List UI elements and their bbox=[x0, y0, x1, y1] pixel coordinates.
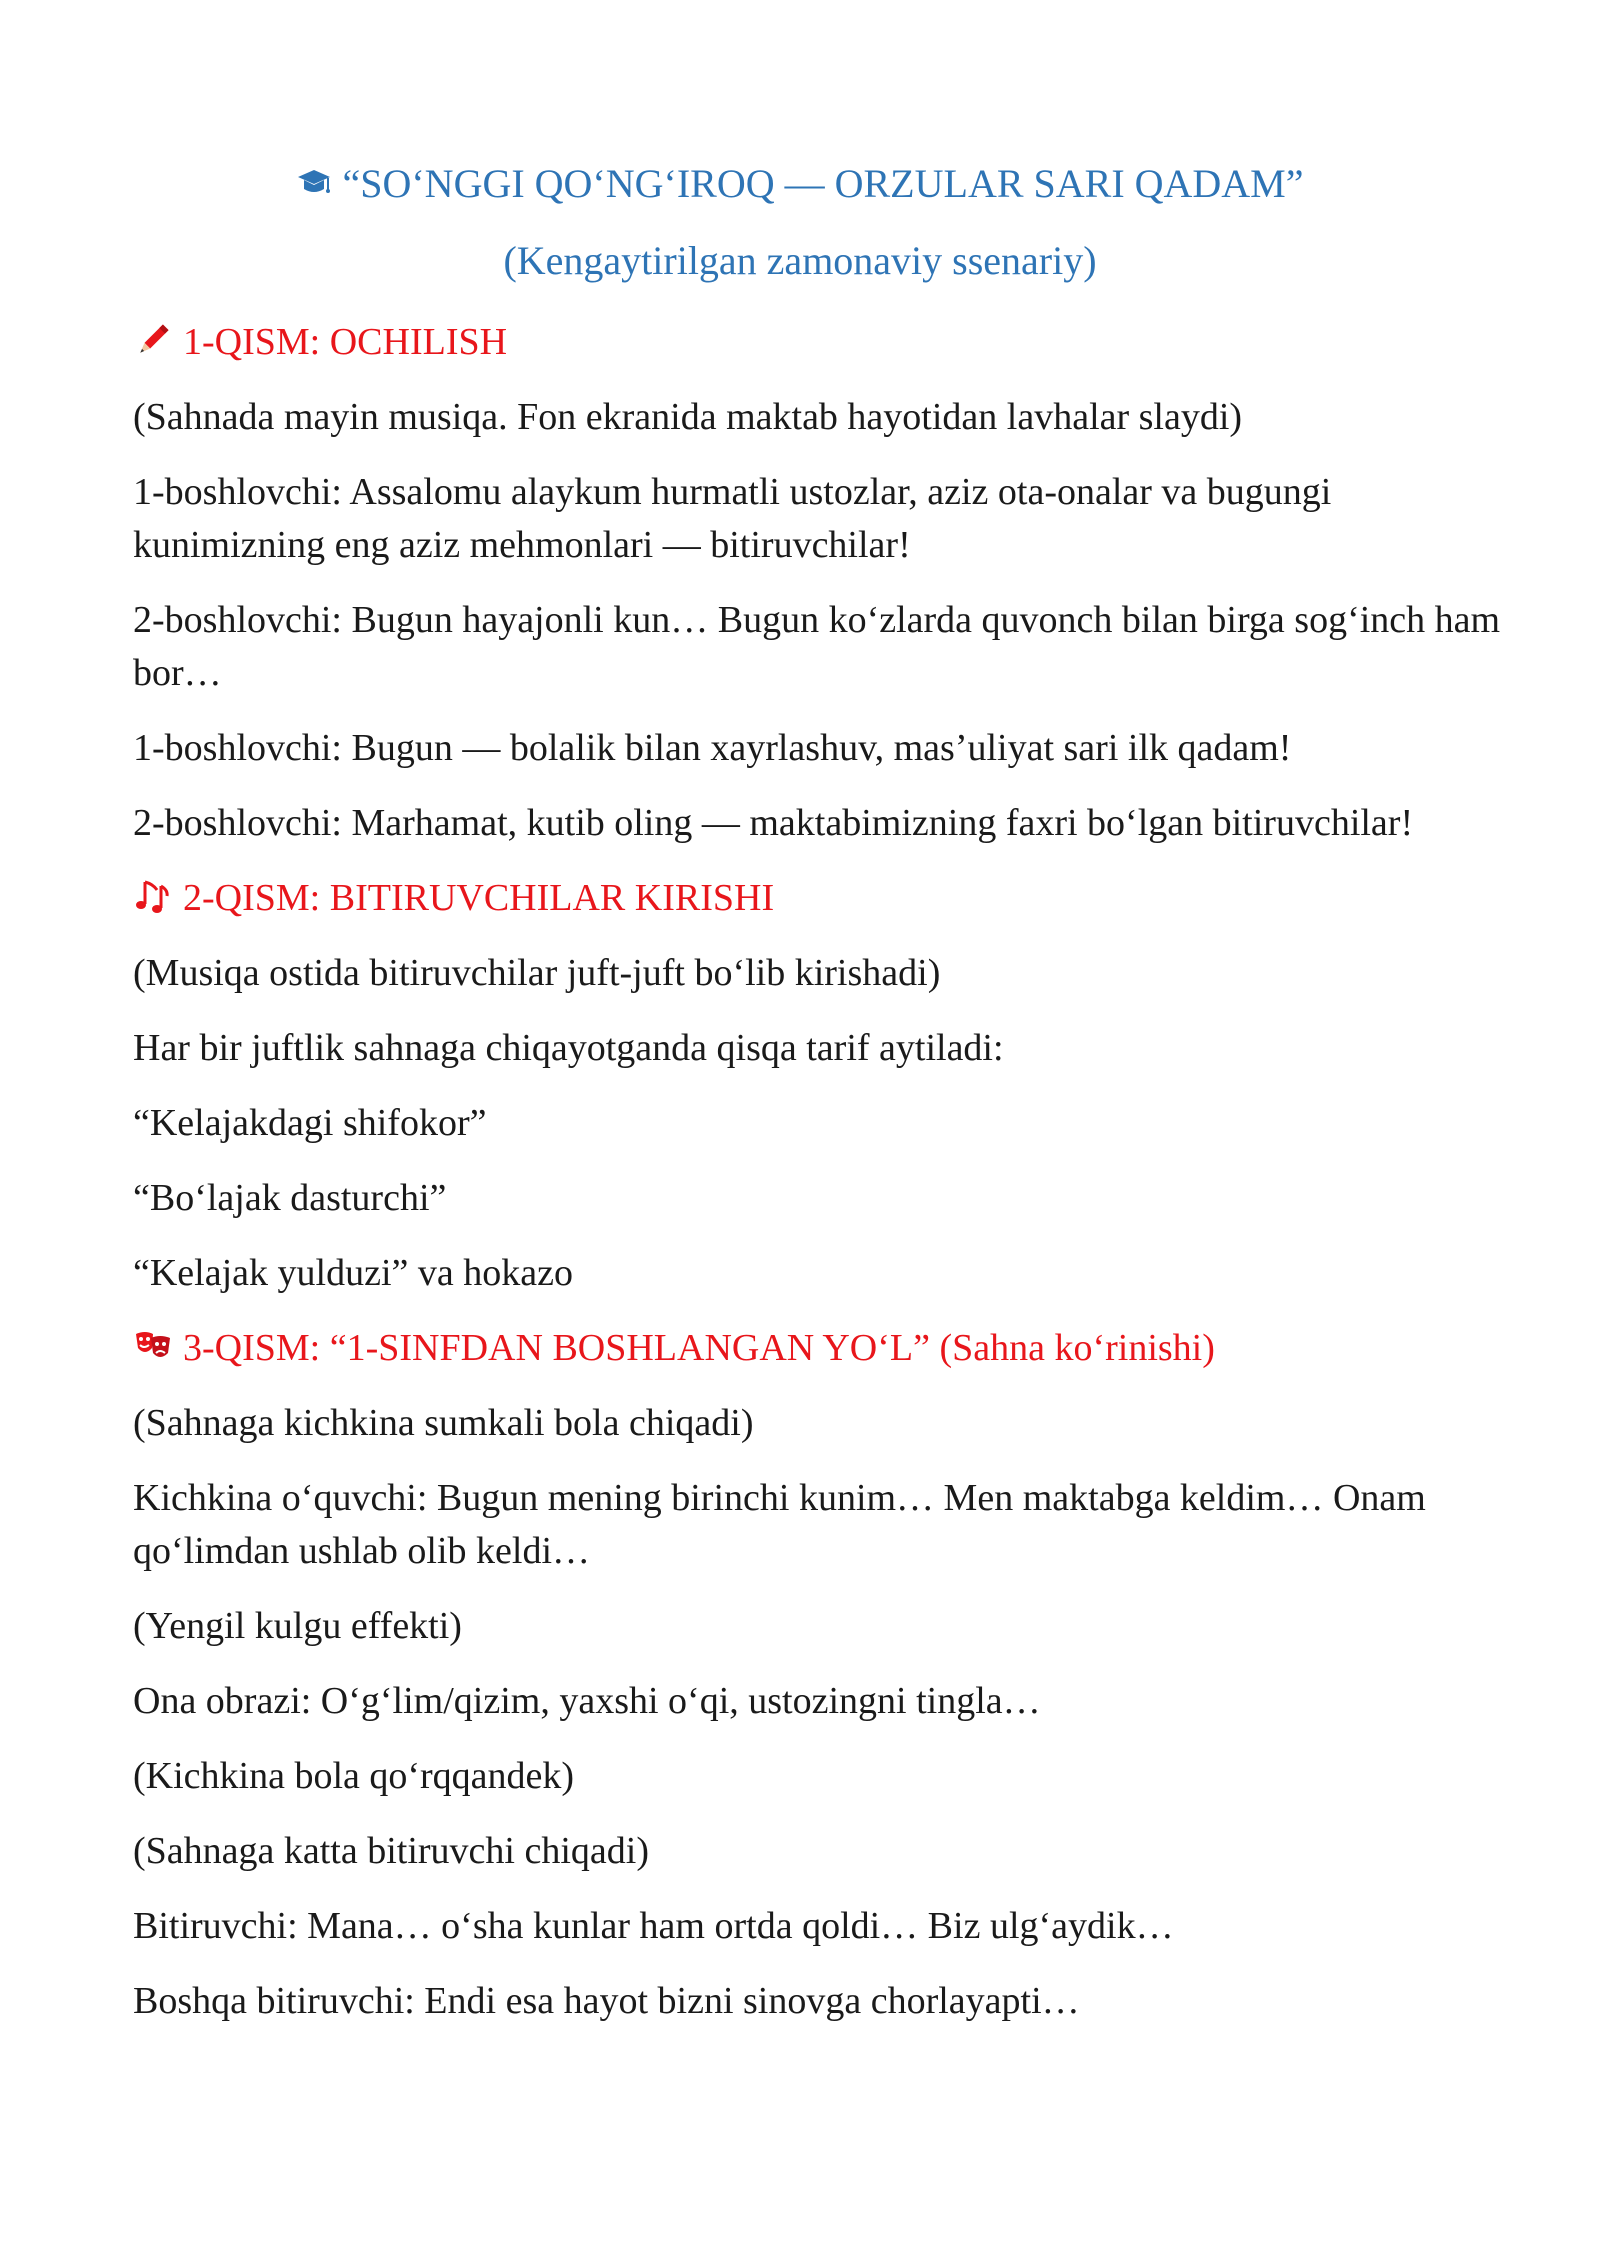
section-heading-text: 1-QISM: OCHILISH bbox=[183, 321, 508, 363]
paragraph: (Sahnaga katta bitiruvchi chiqadi) bbox=[133, 1830, 649, 1872]
section-heading-2 bbox=[133, 872, 1513, 925]
paragraph: Har bir juftlik sahnaga chiqayotganda qisqa tarif aytiladi: bbox=[133, 1027, 1004, 1069]
document-subtitle: (Kengaytirilgan zamonaviy ssenariy) bbox=[503, 238, 1097, 283]
paragraph: (Kichkina bola qo‘rqqandek) bbox=[133, 1755, 575, 1797]
section-heading-text: 2-QISM: BITIRUVCHILAR KIRISHI bbox=[183, 877, 775, 919]
paragraph: “Kelajak yulduzi” va hokazo bbox=[133, 1252, 573, 1294]
document-title bbox=[0, 160, 1600, 208]
document-body bbox=[133, 316, 1513, 2050]
paragraph: 1-boshlovchi: Bugun — bolalik bilan xayrlashuv, mas’uliyat sari ilk qadam! bbox=[133, 727, 1292, 769]
paragraph: Bitiruvchi: Mana… o‘sha kunlar ham ortda qoldi… Biz ulg‘aydik… bbox=[133, 1905, 1174, 1947]
section-heading-1 bbox=[133, 316, 1513, 369]
paragraph: Ona obrazi: O‘g‘lim/qizim, yaxshi o‘qi, ustozingni tingla… bbox=[133, 1680, 1041, 1722]
music-notes-icon bbox=[133, 876, 173, 916]
theater-masks-icon bbox=[133, 1326, 173, 1366]
paragraph: Kichkina o‘quvchi: Bugun mening birinchi kunim… Men maktabga keldim… Onam qo‘limdan ushlab olib keldi… bbox=[133, 1477, 1426, 1572]
document-title-text: “SO‘NGGI QO‘NG‘IROQ — ORZULAR SARI QADAM” bbox=[342, 161, 1304, 206]
paragraph: (Musiqa ostida bitiruvchilar juft-juft bo‘lib kirishadi) bbox=[133, 952, 941, 994]
paragraph: (Sahnaga kichkina sumkali bola chiqadi) bbox=[133, 1402, 754, 1444]
graduation-cap-icon bbox=[296, 165, 332, 201]
paragraph: (Sahnada mayin musiqa. Fon ekranida maktab hayotidan lavhalar slaydi) bbox=[133, 396, 1243, 438]
paragraph: 1-boshlovchi: Assalomu alaykum hurmatli ustozlar, aziz ota-onalar va bugungi kunimizning eng aziz mehmonlari — bitiruvchilar! bbox=[133, 471, 1332, 566]
section-heading-3 bbox=[133, 1322, 1513, 1375]
paragraph: 2-boshlovchi: Bugun hayajonli kun… Bugun ko‘zlarda quvonch bilan birga sog‘inch ham bor… bbox=[133, 599, 1501, 694]
section-heading-text: 3-QISM: “1-SINFDAN BOSHLANGAN YO‘L” (Sahna ko‘rinishi) bbox=[183, 1327, 1215, 1369]
paragraph: (Yengil kulgu effekti) bbox=[133, 1605, 462, 1647]
paragraph: “Bo‘lajak dasturchi” bbox=[133, 1177, 447, 1219]
paragraph: 2-boshlovchi: Marhamat, kutib oling — maktabimizning faxri bo‘lgan bitiruvchilar! bbox=[133, 802, 1414, 844]
paragraph: Boshqa bitiruvchi: Endi esa hayot bizni sinovga chorlayapti… bbox=[133, 1980, 1080, 2022]
pencil-icon bbox=[133, 320, 173, 360]
paragraph: “Kelajakdagi shifokor” bbox=[133, 1102, 487, 1144]
